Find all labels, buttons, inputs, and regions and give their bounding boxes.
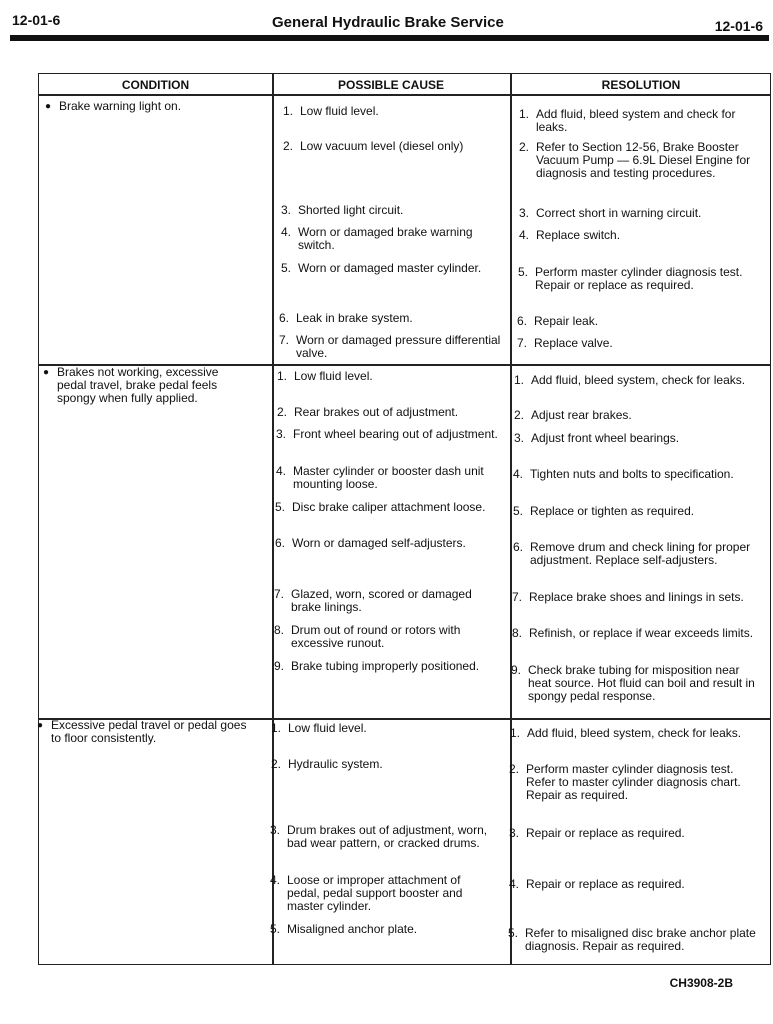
- cause-item: 1. Low fluid level.: [277, 369, 373, 383]
- cause-item: 4. Worn or damaged brake warning switch.: [281, 225, 473, 252]
- cause-item: 5. Worn or damaged master cylinder.: [281, 261, 482, 275]
- resolution-item: 6. Repair leak.: [517, 314, 599, 328]
- bullet-icon: ●: [45, 101, 52, 112]
- header-rule: [10, 35, 769, 41]
- cause-item: 7. Glazed, worn, scored or damaged brake linings.: [274, 587, 472, 614]
- cause-item: 1. Low fluid level.: [283, 104, 379, 118]
- resolution-item: 3. Adjust front wheel bearings.: [514, 431, 680, 445]
- resolution-item: 4. Tighten nuts and bolts to specification.: [513, 467, 734, 481]
- cause-item: 5. Misaligned anchor plate.: [270, 922, 418, 936]
- cause-item: 9. Brake tubing improperly positioned.: [274, 659, 480, 673]
- condition-cell: ● Excessive pedal travel or pedal goes to floor consistently.: [37, 718, 247, 745]
- cause-item: 6. Worn or damaged self-adjusters.: [275, 536, 466, 550]
- resolution-item: 1. Add fluid, bleed system and check for leaks.: [519, 107, 736, 134]
- resolution-item: 7. Replace valve.: [517, 336, 613, 350]
- cause-item: 6. Leak in brake system.: [279, 311, 413, 325]
- cause-item: 2. Hydraulic system.: [271, 757, 383, 771]
- bullet-icon: ●: [37, 720, 44, 731]
- resolution-item: 2. Refer to Section 12-56, Brake Booster Vacuum Pump — 6.9L Diesel Engine for diagnosis and testing procedures.: [519, 140, 751, 180]
- condition-cell: ● Brake warning light on.: [45, 99, 182, 113]
- header-divider: [39, 94, 770, 96]
- condition-cell: ● Brakes not working, excessive pedal travel, brake pedal feels spongy when fully applied.: [43, 365, 219, 405]
- cause-item: 8. Drum out of round or rotors with excessive runout.: [274, 623, 461, 650]
- cause-item: 5. Disc brake caliper attachment loose.: [275, 500, 486, 514]
- resolution-item: 8. Refinish, or replace if wear exceeds limits.: [512, 626, 754, 640]
- resolution-item: 3. Repair or replace as required.: [509, 826, 685, 840]
- resolution-item: 5. Refer to misaligned disc brake anchor plate diagnosis. Repair as required.: [508, 926, 756, 953]
- column-header-cause: POSSIBLE CAUSE: [337, 78, 445, 92]
- cause-item: 1. Low fluid level.: [271, 721, 367, 735]
- column-header-resolution: RESOLUTION: [601, 78, 681, 92]
- cause-item: 3. Drum brakes out of adjustment, worn, bad wear pattern, or cracked drums.: [270, 823, 488, 850]
- resolution-item: 4. Replace switch.: [519, 228, 621, 242]
- page-title: General Hydraulic Brake Service: [272, 14, 504, 31]
- column-header-condition: CONDITION: [121, 78, 190, 92]
- cause-item: 2. Rear brakes out of adjustment.: [277, 405, 459, 419]
- resolution-item: 1. Add fluid, bleed system, check for leaks.: [510, 726, 742, 740]
- cause-item: 4. Loose or improper attachment of pedal, pedal support booster and master cylinder.: [270, 873, 463, 913]
- resolution-item: 2. Adjust rear brakes.: [514, 408, 632, 422]
- bullet-icon: ●: [43, 367, 50, 378]
- resolution-item: 5. Perform master cylinder diagnosis test. Repair or replace as required.: [518, 265, 743, 292]
- cause-item: 4. Master cylinder or booster dash unit mounting loose.: [276, 464, 484, 491]
- resolution-item: 1. Add fluid, bleed system, check for leaks.: [514, 373, 746, 387]
- cause-item: 3. Shorted light circuit.: [281, 203, 404, 217]
- resolution-item: 9. Check brake tubing for misposition near heat source. Hot fluid can boil and result in spongy pedal response.: [511, 663, 755, 703]
- resolution-item: 6. Remove drum and check lining for proper adjustment. Replace self-adjusters.: [513, 540, 751, 567]
- figure-code: CH3908-2B: [669, 976, 733, 990]
- cause-item: 7. Worn or damaged pressure differential valve.: [279, 333, 501, 360]
- page-number-left: 12-01-6: [12, 12, 61, 28]
- resolution-item: 7. Replace brake shoes and linings in sets.: [512, 590, 744, 604]
- diagnosis-table: [38, 73, 771, 965]
- resolution-item: 5. Replace or tighten as required.: [513, 504, 695, 518]
- page-number-right: 12-01-6: [714, 18, 763, 34]
- resolution-item: 4. Repair or replace as required.: [509, 877, 685, 891]
- resolution-item: 2. Perform master cylinder diagnosis test. Refer to master cylinder diagnosis chart. Repair as required.: [509, 762, 741, 802]
- resolution-item: 3. Correct short in warning circuit.: [519, 206, 702, 220]
- cause-item: 2. Low vacuum level (diesel only): [283, 139, 464, 153]
- cause-item: 3. Front wheel bearing out of adjustment.: [276, 427, 498, 441]
